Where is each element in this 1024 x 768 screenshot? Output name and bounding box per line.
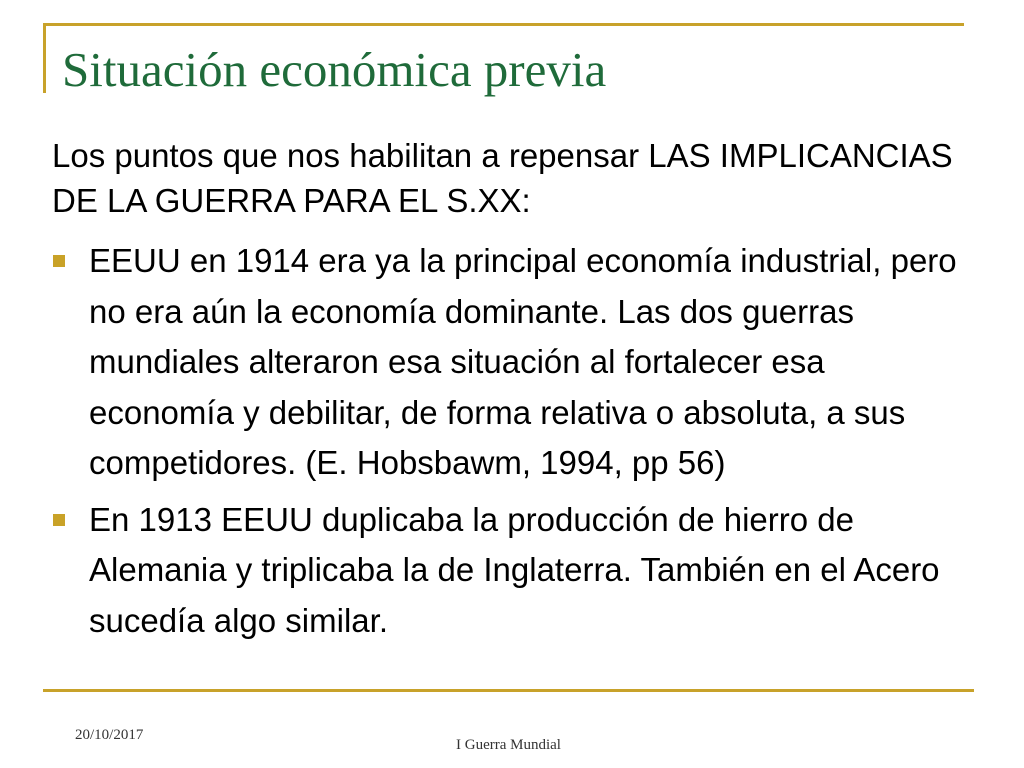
- intro-text: Los puntos que nos habilitan a repensar LAS IMPLICANCIAS DE LA GUERRA PARA EL S.XX:: [52, 137, 953, 219]
- bottom-rule: [43, 689, 974, 692]
- footer-title: I Guerra Mundial: [456, 737, 561, 753]
- left-accent-rule: [43, 23, 46, 93]
- top-rule: [43, 23, 964, 26]
- bullet-text-2: En 1913 EEUU duplicaba la producción de hierro de Alemania y triplicaba la de Inglaterra. También en el Acero sucedía algo similar.: [89, 500, 940, 639]
- slide-title: Situación económica previa: [62, 42, 607, 97]
- bullet-list: [44, 236, 974, 652]
- footer-date: 20/10/2017: [75, 727, 144, 743]
- bullet-item-2: [44, 495, 974, 647]
- square-bullet-icon: [53, 255, 65, 267]
- bullet-item-1: [44, 236, 974, 489]
- bullet-text-1: EEUU en 1914 era ya la principal economía industrial, pero no era aún la economía dominante. Las dos guerras mundiales alteraron esa situación al fortalecer esa economía y debilitar, de forma relativa o absoluta, a sus competidores. (E. Hobsbawm, 1994, pp 56): [89, 242, 957, 481]
- square-bullet-icon: [53, 514, 65, 526]
